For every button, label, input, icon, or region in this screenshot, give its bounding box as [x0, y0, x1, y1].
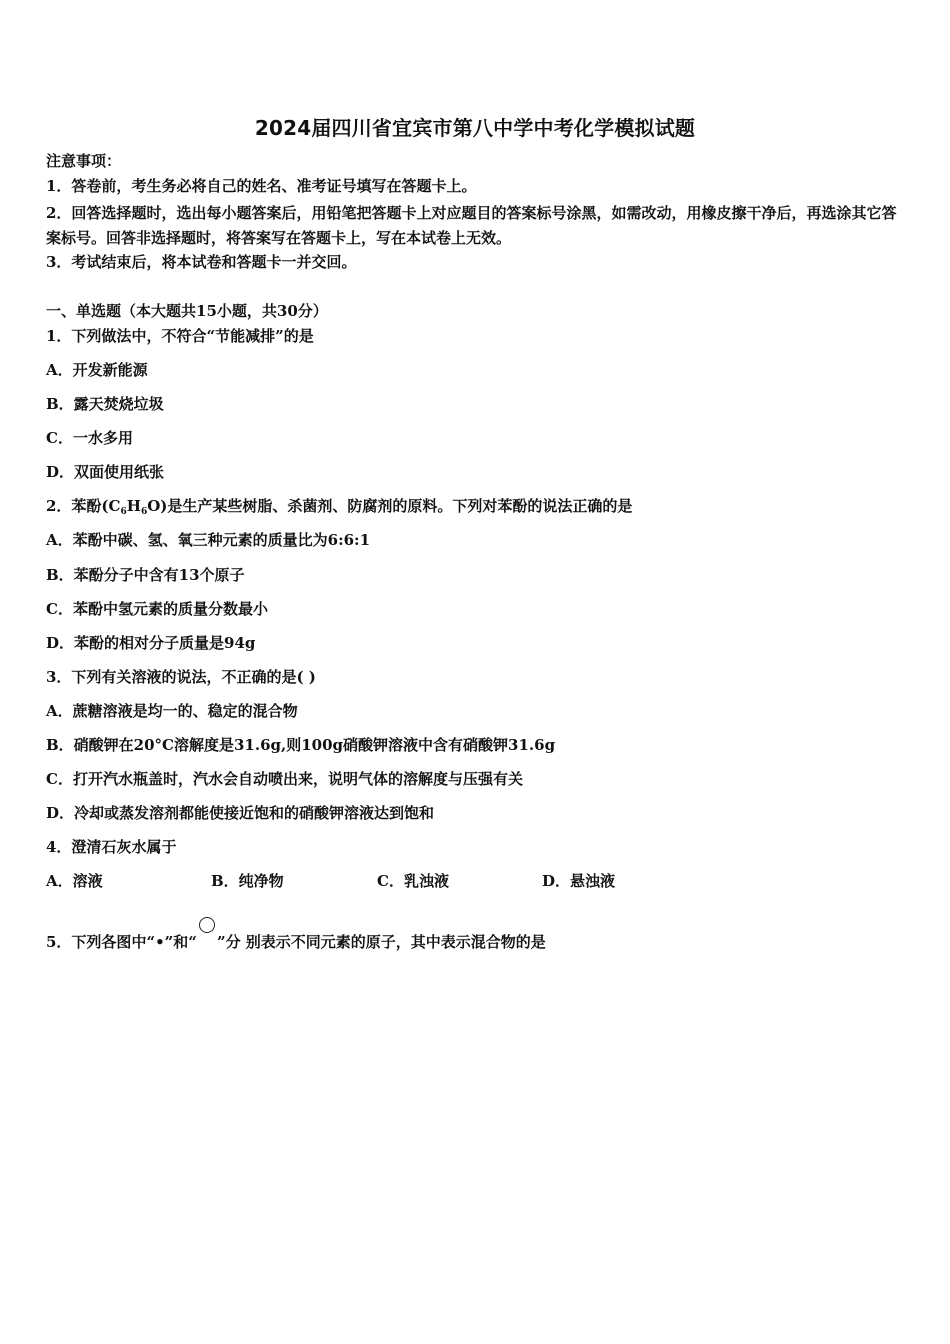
q2-sub-c: 6 — [120, 507, 127, 517]
q3-option-a: A．蔗糖溶液是均一的、稳定的混合物 — [46, 702, 298, 720]
q1-stem: 1．下列做法中，不符合“节能减排”的是 — [46, 327, 314, 345]
section-heading: 一、单选题（本大题共15小题，共30分） — [46, 302, 328, 320]
q4-option-b: B．纯净物 — [211, 872, 284, 890]
q2-option-d: D．苯酚的相对分子质量是94g — [46, 634, 256, 652]
q2-stem-post: O)是生产某些树脂、杀菌剂、防腐剂的原料。下列对苯酚的说法正确的是 — [147, 497, 633, 515]
page-title: 2024届四川省宜宾市第八中学中考化学模拟试题 — [254, 116, 696, 140]
q3-option-c: C．打开汽水瓶盖时，汽水会自动喷出来，说明气体的溶解度与压强有关 — [46, 770, 523, 788]
q2-stem-pre: 2．苯酚(C — [46, 497, 121, 515]
q1-option-c: C．一水多用 — [46, 429, 133, 447]
q2-option-b: B．苯酚分子中含有13个原子 — [46, 566, 245, 584]
notice-item-1: 1．答卷前，考生务必将自己的姓名、准考证号填写在答题卡上。 — [46, 177, 477, 195]
q4-option-d: D．悬浊液 — [542, 872, 616, 890]
q4-option-a: A．溶液 — [46, 872, 103, 890]
q5-stem-mid: ”和“ — [164, 933, 197, 951]
notice-item-2: 2．回答选择题时，选出每小题答案后，用铅笔把答题卡上对应题目的答案标号涂黑，如需改动，用橡皮擦干净后，再选涂其它答案标号。回答非选择题时，将答案写在答题卡上，写在本试卷上无效。 — [46, 204, 897, 247]
q1-option-a: A．开发新能源 — [46, 361, 148, 379]
q3-option-d: D．冷却或蒸发溶剂都能使接近饱和的硝酸钾溶液达到饱和 — [46, 804, 435, 822]
q2-sub-h: 6 — [140, 507, 148, 517]
filled-atom-icon: • — [155, 933, 165, 951]
q2-option-c: C．苯酚中氢元素的质量分数最小 — [46, 600, 268, 618]
notice-item-3: 3．考试结束后，将本试卷和答题卡一并交回。 — [46, 253, 357, 271]
q2-stem-h: H — [126, 497, 141, 515]
q2-option-a: A．苯酚中碳、氢、氧三种元素的质量比为6:6:1 — [46, 531, 371, 549]
q3-option-b: B．硝酸钾在20°C溶解度是31.6g,则100g硝酸钾溶液中含有硝酸钾31.6g — [46, 736, 556, 754]
q5-stem-pre: 5．下列各图中“ — [46, 933, 156, 951]
q4-stem: 4．澄清石灰水属于 — [46, 838, 177, 856]
q5-stem — [46, 917, 546, 952]
q5-stem-post: ”分 别表示不同元素的原子，其中表示混合物的是 — [216, 933, 546, 951]
notice-heading: 注意事项： — [46, 152, 122, 170]
q4-option-c: C．乳浊液 — [377, 872, 449, 890]
q2-stem — [46, 496, 632, 522]
q1-option-b: B．露天焚烧垃圾 — [46, 395, 164, 413]
q3-stem: 3．下列有关溶液的说法，不正确的是( ) — [46, 668, 316, 686]
hollow-atom-icon — [199, 917, 215, 933]
q1-option-d: D．双面使用纸张 — [46, 463, 165, 481]
